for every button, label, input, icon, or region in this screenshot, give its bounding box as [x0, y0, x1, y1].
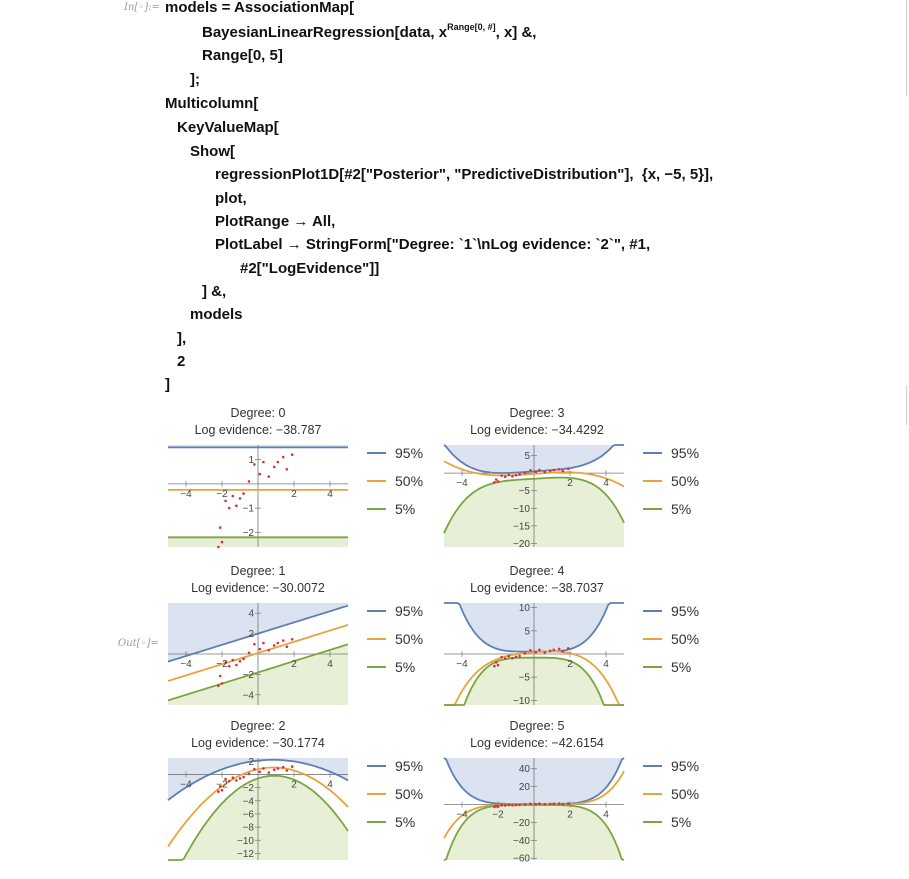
plot-title-evidence: Log evidence: −34.4292 [470, 423, 604, 437]
data-point [242, 658, 245, 661]
data-point [235, 504, 238, 507]
x-tick-label: −4 [456, 478, 468, 490]
plot-title-degree: Degree: 3 [509, 406, 565, 420]
plot-title-evidence: Log evidence: −30.1774 [191, 736, 325, 750]
data-point [495, 661, 498, 664]
data-point [248, 773, 251, 776]
data-point [567, 802, 570, 805]
data-point [291, 765, 294, 768]
data-point [504, 804, 507, 807]
data-point [277, 642, 280, 645]
data-point [529, 469, 532, 472]
regression-plot-degree-1[interactable] [160, 563, 424, 723]
x-tick-label: −4 [456, 659, 468, 670]
legend-label: 5% [671, 501, 692, 517]
data-point [562, 470, 565, 473]
x-tick-label: 2 [567, 478, 573, 490]
data-point [228, 665, 231, 668]
y-tick-label: −10 [513, 695, 530, 707]
y-tick-label: −8 [242, 822, 254, 834]
data-point [549, 650, 552, 653]
plot-title-degree: Degree: 4 [509, 564, 565, 578]
legend-label: 95% [671, 758, 700, 774]
data-point [239, 497, 242, 500]
data-point [291, 453, 294, 456]
y-tick-label: −5 [518, 672, 530, 684]
legend-label: 95% [395, 603, 424, 619]
regression-plot-degree-5[interactable] [436, 718, 700, 878]
data-point [217, 685, 220, 688]
data-point [558, 468, 561, 471]
y-tick-label: 5 [524, 626, 530, 638]
data-point [518, 655, 521, 658]
data-point [239, 660, 242, 663]
data-point [558, 802, 561, 805]
legend-label: 95% [671, 445, 700, 461]
regression-plot-degree-3[interactable] [436, 405, 700, 565]
y-tick-label: −4 [242, 796, 254, 808]
data-point [508, 474, 511, 477]
output-cell-bracket[interactable] [898, 385, 907, 425]
y-tick-label: 5 [524, 451, 530, 463]
code-line: #2["LogEvidence"]] [240, 260, 380, 277]
data-point [524, 803, 527, 806]
code-line: PlotRange → All, [215, 213, 336, 230]
input-cell-label: In[◦]:= [124, 2, 160, 13]
data-point [224, 500, 227, 503]
data-point [282, 456, 285, 459]
data-point [268, 475, 271, 478]
code-line: ] &, [202, 283, 227, 300]
data-point [262, 642, 265, 645]
data-point [262, 461, 265, 464]
data-point [515, 474, 518, 477]
code-line: plot, [215, 190, 247, 207]
input-cell-bracket[interactable] [898, 0, 907, 96]
data-point [529, 803, 532, 806]
code-line: Range[0, 5] [202, 47, 283, 64]
data-point [544, 651, 547, 654]
data-point [219, 526, 222, 529]
plot-title-evidence: Log evidence: −38.7037 [470, 581, 604, 595]
y-tick-label: −2 [242, 527, 254, 539]
y-tick-label: −15 [513, 521, 530, 533]
data-point [535, 803, 538, 806]
legend-label: 50% [671, 631, 700, 647]
data-point [232, 776, 235, 779]
data-point [235, 779, 238, 782]
y-tick-label: −40 [513, 835, 530, 847]
data-point [549, 469, 552, 472]
data-point [286, 468, 289, 471]
y-tick-label: −6 [242, 809, 254, 821]
y-tick-label: −20 [513, 817, 530, 829]
data-point [277, 767, 280, 770]
regression-plot-degree-0[interactable] [160, 405, 424, 565]
data-point [268, 649, 271, 652]
code-line: ], [177, 330, 187, 347]
data-point [273, 644, 276, 647]
x-tick-label: −2 [216, 659, 228, 670]
data-point [535, 470, 538, 473]
x-tick-label: 4 [327, 488, 333, 500]
code-line: Multicolumn[ [165, 95, 259, 112]
x-tick-label: −4 [180, 488, 192, 500]
y-tick-label: −12 [237, 848, 254, 860]
data-point [253, 643, 256, 646]
x-tick-label: −4 [180, 659, 192, 670]
data-point [524, 652, 527, 655]
x-tick-label: 4 [327, 779, 333, 791]
x-tick-label: 2 [291, 488, 297, 500]
data-point [511, 657, 514, 660]
legend-label: 50% [395, 786, 424, 802]
data-point [515, 656, 518, 659]
output-cell-label: Out[◦]= [118, 638, 159, 649]
legend-label: 50% [395, 631, 424, 647]
data-point [248, 652, 251, 655]
data-point [524, 472, 527, 475]
data-point [567, 468, 570, 471]
data-point [511, 804, 514, 807]
y-tick-label: −2 [242, 669, 254, 681]
legend-label: 5% [395, 659, 416, 675]
data-point [268, 771, 271, 774]
data-point [538, 469, 541, 472]
data-point [538, 802, 541, 805]
y-tick-label: 4 [248, 608, 254, 620]
x-tick-label: 2 [291, 659, 297, 670]
x-tick-label: 2 [567, 659, 573, 670]
data-point [273, 769, 276, 772]
data-point [515, 804, 518, 807]
data-point [535, 651, 538, 654]
data-point [553, 469, 556, 472]
data-point [291, 638, 294, 641]
data-point [497, 480, 500, 483]
data-point [232, 659, 235, 662]
data-point [493, 481, 496, 484]
data-point [259, 473, 262, 476]
code-line: ] [165, 376, 170, 393]
data-point [217, 546, 220, 549]
data-point [553, 649, 556, 652]
data-point [219, 675, 222, 678]
legend-label: 95% [395, 758, 424, 774]
data-point [262, 767, 265, 770]
data-point [538, 649, 541, 652]
x-tick-label: −2 [216, 779, 228, 791]
x-tick-label: 4 [603, 659, 609, 670]
x-tick-label: −4 [180, 779, 192, 791]
data-point [286, 645, 289, 648]
code-line: models = AssociationMap[ [165, 0, 355, 16]
data-point [518, 473, 521, 476]
plot-title-degree: Degree: 1 [230, 564, 286, 578]
plot-title-degree: Degree: 0 [230, 406, 286, 420]
data-point [273, 466, 276, 469]
x-tick-label: 2 [567, 809, 573, 821]
plot-canvas [436, 754, 700, 879]
data-point [567, 647, 570, 650]
data-point [504, 657, 507, 660]
legend-label: 50% [671, 473, 700, 489]
data-point [508, 804, 511, 807]
legend-label: 50% [671, 786, 700, 802]
x-tick-label: −2 [216, 488, 228, 500]
data-point [239, 777, 242, 780]
y-tick-label: 1 [248, 455, 254, 467]
legend-label: 5% [671, 814, 692, 830]
data-point [500, 656, 503, 659]
legend-label: 5% [395, 501, 416, 517]
data-point [500, 804, 503, 807]
data-point [242, 776, 245, 779]
y-tick-label: −5 [518, 486, 530, 498]
legend-label: 50% [395, 473, 424, 489]
legend-label: 95% [395, 445, 424, 461]
data-point [511, 475, 514, 478]
code-line: BayesianLinearRegression[data, $x^{Range[0, \#]}$, x] &, [202, 22, 537, 41]
data-point [242, 492, 245, 495]
y-tick-label: −10 [237, 835, 254, 847]
x-tick-label: 4 [327, 659, 333, 670]
data-point [232, 495, 235, 498]
data-point [248, 480, 251, 483]
y-tick-label: −4 [242, 690, 254, 702]
x-tick-label: 4 [603, 809, 609, 821]
legend-label: 95% [671, 603, 700, 619]
code-line: 2 [177, 353, 186, 370]
x-tick-label: 2 [291, 779, 297, 791]
code-line: Show[ [190, 143, 235, 160]
data-point [495, 478, 498, 481]
plot-canvas [160, 599, 424, 724]
data-point [259, 648, 262, 651]
data-point [493, 665, 496, 668]
plot-title-evidence: Log evidence: −42.6154 [470, 736, 604, 750]
data-point [508, 655, 511, 658]
y-tick-label: −1 [242, 503, 254, 515]
data-point [549, 803, 552, 806]
x-tick-label: 4 [603, 478, 609, 490]
data-point [277, 461, 280, 464]
x-tick-label: −4 [456, 809, 468, 821]
plot-title-evidence: Log evidence: −30.0072 [191, 581, 325, 595]
plot-canvas [436, 599, 700, 724]
plot-canvas [436, 441, 700, 566]
y-tick-label: 10 [518, 603, 530, 615]
data-point [217, 790, 220, 793]
code-line: ]; [190, 71, 200, 88]
data-point [221, 541, 224, 544]
regression-plot-degree-2[interactable] [160, 718, 424, 878]
data-point [497, 664, 500, 667]
data-point [529, 649, 532, 652]
code-line: models [190, 306, 243, 323]
data-point [553, 802, 556, 805]
data-point [228, 780, 231, 783]
data-point [221, 682, 224, 685]
data-point [504, 475, 507, 478]
data-point [228, 507, 231, 510]
y-tick-label: 2 [248, 756, 254, 768]
data-point [286, 769, 289, 772]
legend-label: 5% [671, 659, 692, 675]
y-tick-label: 20 [518, 782, 530, 794]
data-point [500, 474, 503, 477]
code-line: regressionPlot1D[#2["Posterior", "PredictiveDistribution"], {x, −5, 5}], [215, 166, 714, 183]
code-line: PlotLabel → StringForm["Degree: `1`\nLog evidence: `2`", #1, [215, 236, 651, 253]
data-point [544, 471, 547, 474]
y-tick-label: 2 [248, 629, 254, 641]
plot-canvas [160, 441, 424, 566]
y-tick-label: −60 [513, 853, 530, 865]
plot-title-evidence: Log evidence: −38.787 [194, 423, 322, 437]
y-tick-label: 40 [518, 764, 530, 776]
code-line: KeyValueMap[ [177, 119, 279, 136]
data-point [518, 804, 521, 807]
regression-plot-degree-4[interactable] [436, 563, 700, 723]
data-point [562, 650, 565, 653]
y-tick-label: −2 [242, 783, 254, 795]
plot-canvas [160, 754, 424, 879]
legend-label: 5% [395, 814, 416, 830]
data-point [282, 639, 285, 642]
plot-title-degree: Degree: 2 [230, 719, 286, 733]
data-point [558, 648, 561, 651]
x-tick-label: −2 [492, 809, 504, 821]
data-point [562, 803, 565, 806]
y-tick-label: −20 [513, 538, 530, 550]
data-point [544, 803, 547, 806]
data-point [259, 771, 262, 774]
plot-title-degree: Degree: 5 [509, 719, 565, 733]
data-point [282, 766, 285, 769]
data-point [235, 664, 238, 667]
data-point [253, 768, 256, 771]
y-tick-label: −10 [513, 503, 530, 515]
